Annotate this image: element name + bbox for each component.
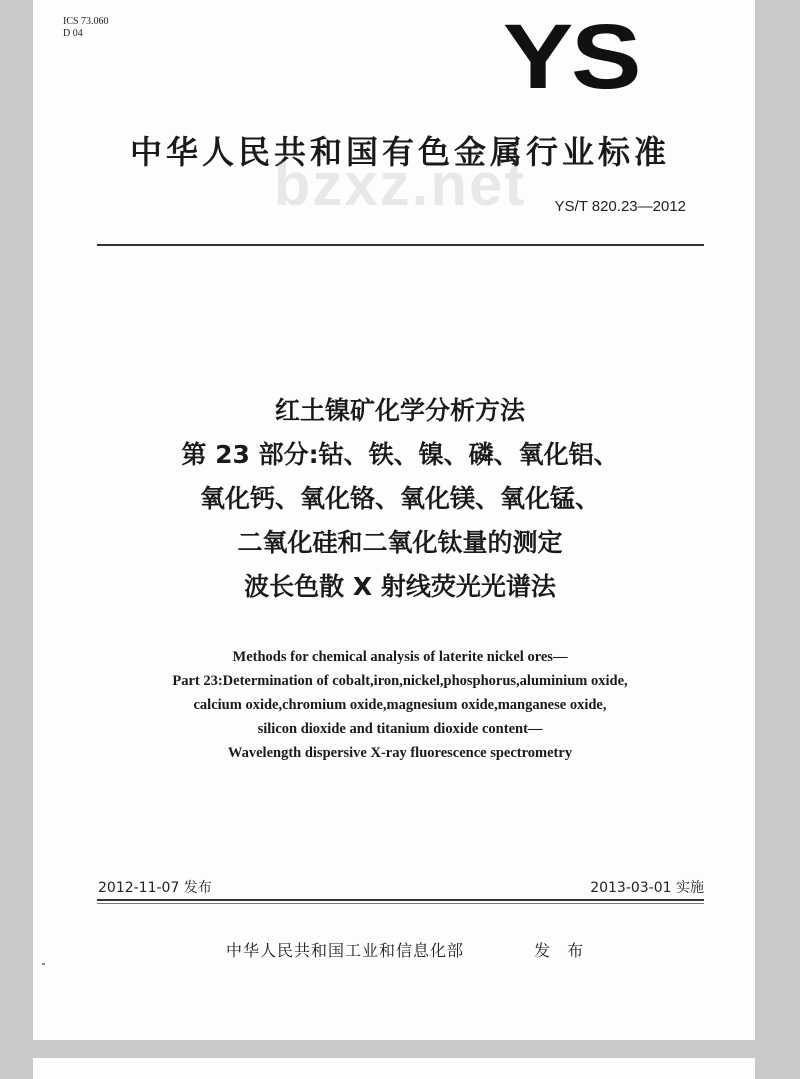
footer-divider [97, 899, 704, 901]
english-title-line: Part 23:Determination of cobalt,iron,nickel,phosphorus,aluminium oxide, [172, 673, 628, 689]
english-title-line: calcium oxide,chromium oxide,magnesium oxide,manganese oxide, [193, 697, 607, 713]
footer-divider-thin [97, 903, 704, 904]
chinese-title-line: 二氧化硅和二氧化钛量的测定 [237, 528, 563, 557]
chinese-title [0, 389, 800, 609]
next-page-edge [33, 1058, 755, 1079]
standard-category-title: 中华人民共和国有色金属行业标准 [129, 133, 670, 171]
publisher-name: 中华人民共和国工业和信息化部 [226, 941, 465, 960]
english-title-line: Wavelength dispersive X-ray fluorescence spectrometry [227, 745, 573, 761]
english-title-line: silicon dioxide and titanium dioxide content— [257, 721, 543, 737]
publish-label: 发 布 [534, 941, 590, 960]
chinese-title-line: 第 23 部分:钴、铁、镍、磷、氧化铝、 [181, 440, 619, 469]
scan-speck [42, 963, 45, 965]
english-title-line: Methods for chemical analysis of laterite nickel ores— [232, 649, 568, 665]
ics-code: ICS 73.060 [63, 16, 109, 27]
header-divider [97, 244, 704, 246]
ys-logo: YS [502, 6, 640, 108]
ccs-code: D 04 [63, 28, 83, 39]
english-title [0, 645, 800, 765]
standard-number: YS/T 820.23—2012 [554, 198, 686, 215]
chinese-title-line: 红土镍矿化学分析方法 [274, 396, 525, 425]
watermark: bzxz.net [273, 151, 527, 218]
classification-codes [63, 16, 109, 40]
chinese-title-line: 波长色散 X 射线荧光光谱法 [244, 572, 556, 601]
chinese-title-line: 氧化钙、氧化铬、氧化镁、氧化锰、 [199, 484, 600, 513]
implementation-date: 2013-03-01 实施 [590, 880, 704, 896]
issue-date: 2012-11-07 发布 [98, 880, 212, 896]
